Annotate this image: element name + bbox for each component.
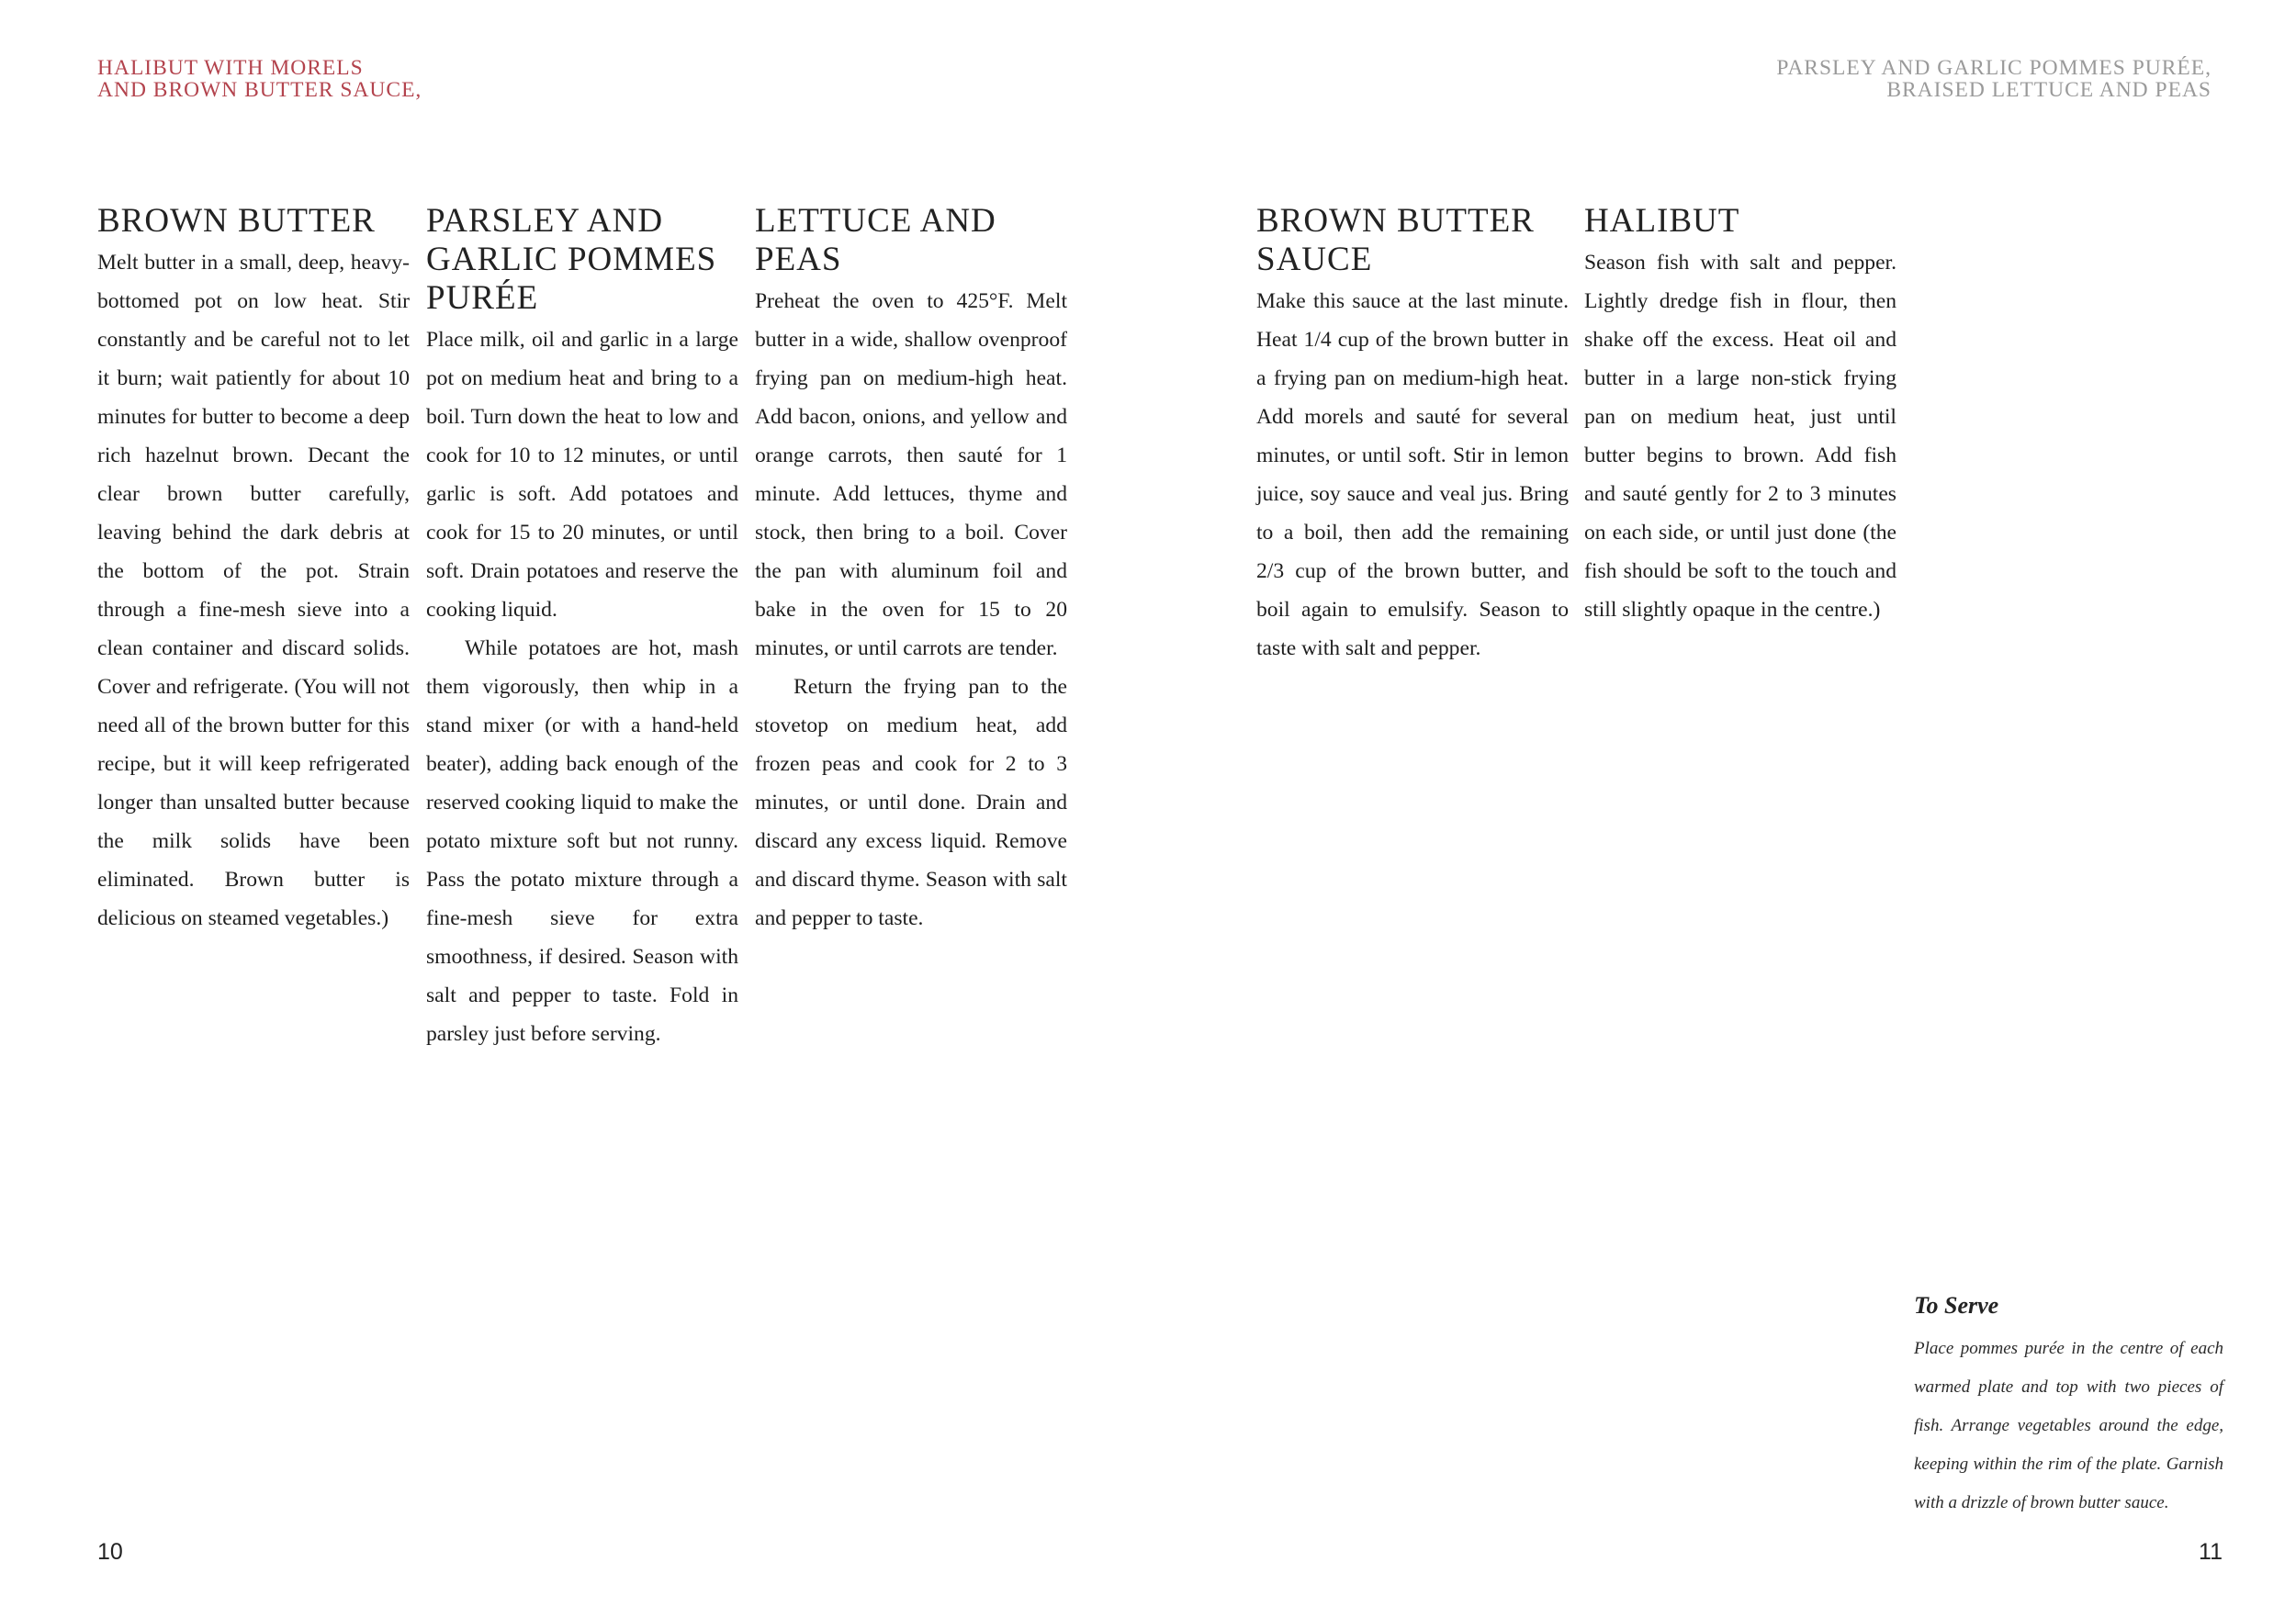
section-paragraph: Place milk, oil and garlic in a large pot on medium heat and bring to a boil. Turn down the heat to low and cook for 10 to 12 minutes, or until garlic is soft. Add potatoes and cook for 15 to 20 minutes, or until soft. Drain potatoes and reserve the cooking liquid. (426, 328, 738, 622)
section-title: PARSLEY AND GARLIC POMMES PURÉE (426, 202, 717, 317)
running-head-left (97, 57, 422, 101)
page-number-right: 11 (2199, 1539, 2223, 1565)
section-paragraph: Preheat the oven to 425°F. Melt butter in a wide, shallow ovenproof frying pan on medium-high heat. Add bacon, onions, and yellow and orange carrots, then sauté for 1 minute. Add lettuces, thyme and stock, then bring to a boil. Cover the pan with aluminum foil and bake in the oven for 15 to 20 minutes, or until carrots are tender. (755, 289, 1067, 660)
section-title: HALIBUT (1584, 202, 1740, 240)
page-number-left: 10 (97, 1539, 123, 1565)
section-paragraph: Melt butter in a small, deep, heavy-bottomed pot on low heat. Stir constantly and be careful not to let it burn; wait patiently for about 10 minutes for butter to become a deep rich hazelnut brown. Decant the clear brown butter carefully, leaving behind the dark debris at the bottom of the pot. Strain through a fine-mesh sieve into a clean container and discard solids. Cover and refrigerate. (You will not need all of the brown butter for this recipe, but it will keep refrigerated longer than unsalted butter because the milk solids have been eliminated. Brown butter is delicious on steamed vegetables.) (97, 251, 410, 930)
section-brown-butter (97, 202, 410, 938)
section-paragraph: Return the frying pan to the stovetop on medium heat, add frozen peas and cook for 2 to 3 minutes, or until done. Drain and discard any excess liquid. Remove and discard thyme. Season with salt and pepper to taste. (755, 675, 1067, 930)
section-paragraph: Make this sauce at the last minute. Heat 1/4 cup of the brown butter in a frying pan on medium-high heat. Add morels and sauté for several minutes, or until soft. Stir in lemon juice, soy sauce and veal jus. Bring to a boil, then add the remaining 2/3 cup of the brown butter, and boil again to emulsify. Season to taste with salt and pepper. (1256, 289, 1569, 660)
section-brown-butter-sauce (1256, 202, 1569, 668)
to-serve-title: To Serve (1914, 1292, 1999, 1319)
section-title: BROWN BUTTER SAUCE (1256, 202, 1535, 278)
section-halibut (1584, 202, 1896, 629)
running-head-left-line-2: AND BROWN BUTTER SAUCE, (97, 78, 422, 102)
section-lettuce-and-peas (755, 202, 1067, 938)
section-pommes-puree (426, 202, 738, 1053)
running-head-right-line-2: BRAISED LETTUCE AND PEAS (1886, 78, 2212, 102)
section-paragraph: Season fish with salt and pepper. Lightly dredge fish in flour, then shake off the excess. Heat oil and butter in a large non-stick frying pan on medium heat, just until butter begins to brown. Add fish and sauté gently for 2 to 3 minutes on each side, or until just done (the fish should be soft to the touch and still slightly opaque in the centre.) (1584, 251, 1896, 622)
running-head-right (1776, 57, 2212, 101)
section-title: LETTUCE AND PEAS (755, 202, 996, 278)
to-serve-text: Place pommes purée in the centre of each warmed plate and top with two pieces of fish. Arrange vegetables around the edge, keeping within the rim of the plate. Garnish with a drizzle of brown butter sauce. (1914, 1339, 2223, 1512)
to-serve-box (1914, 1286, 2223, 1523)
section-title: BROWN BUTTER (97, 202, 376, 240)
running-head-left-line-1: HALIBUT WITH MORELS (97, 56, 364, 80)
section-paragraph: While potatoes are hot, mash them vigorously, then whip in a stand mixer (or with a hand-held beater), adding back enough of the reserved cooking liquid to make the potato mixture soft but not runny. Pass the potato mixture through a fine-mesh sieve for extra smoothness, if desired. Season with salt and pepper to taste. Fold in parsley just before serving. (426, 636, 738, 1046)
running-head-right-line-1: PARSLEY AND GARLIC POMMES PURÉE, (1776, 56, 2212, 80)
